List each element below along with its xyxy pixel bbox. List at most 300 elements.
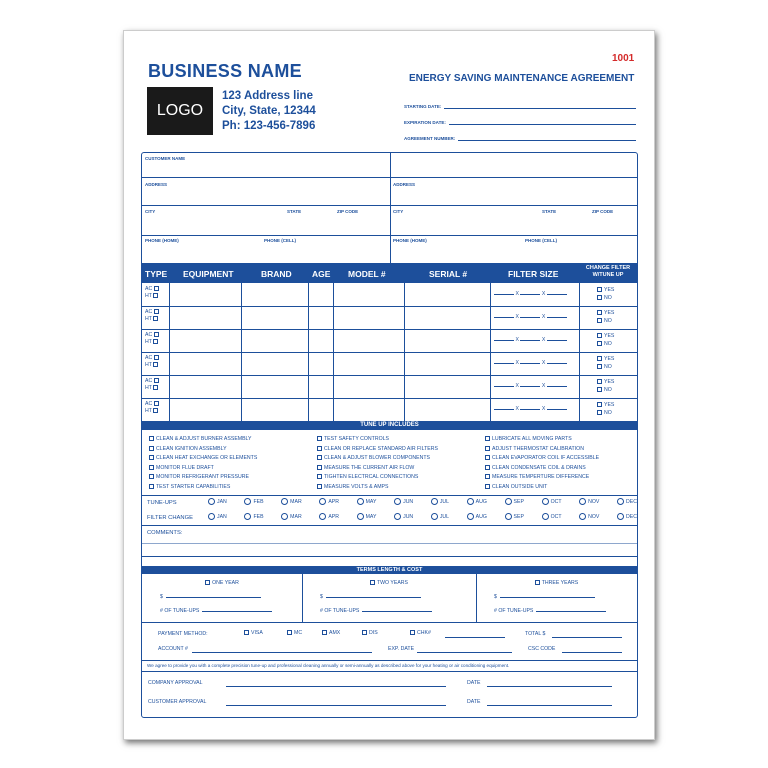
header-model: MODEL #: [348, 269, 386, 279]
agreement-fields: [404, 99, 636, 141]
type-options: [145, 309, 161, 323]
month-label: APR: [328, 498, 339, 505]
state-label: STATE: [287, 209, 302, 214]
tuneup-item-label: CLEAN IGNITION ASSEMBLY: [156, 445, 227, 452]
tuneup-item-label: CLEAN & ADJUST BURNER ASSEMBLY: [156, 436, 252, 442]
tuneup-item-label: LUBRICATE ALL MOVING PARTS: [492, 436, 572, 442]
yes-checkbox[interactable]: [597, 379, 602, 384]
term-tuneups: [320, 608, 432, 614]
customer-date-field[interactable]: [487, 705, 612, 706]
exp-date-field[interactable]: [417, 652, 512, 653]
header-age: AGE: [312, 269, 331, 279]
tuneup-checkbox[interactable]: [317, 474, 322, 479]
no-checkbox[interactable]: [597, 387, 602, 392]
term-label: THREE YEARS: [541, 580, 579, 586]
x-label: X: [541, 291, 546, 297]
city-label-2: CITY: [393, 209, 404, 214]
state-label-2: STATE: [542, 209, 557, 214]
no-label: NO: [604, 318, 612, 324]
month-option[interactable]: [431, 498, 449, 505]
tuneup-item[interactable]: [485, 445, 637, 455]
ac-checkbox[interactable]: [154, 401, 159, 406]
x-label: X: [541, 360, 546, 366]
tuneup-checkbox[interactable]: [485, 455, 490, 460]
month-radio[interactable]: [319, 513, 326, 520]
chk-option[interactable]: [410, 630, 431, 636]
no-label: NO: [604, 341, 612, 347]
ac-checkbox[interactable]: [154, 378, 159, 383]
header-brand: BRAND: [261, 269, 292, 279]
customer-section: [142, 153, 637, 263]
tuneup-item[interactable]: [149, 464, 319, 474]
month-radio[interactable]: [244, 498, 251, 505]
agreement-number-field[interactable]: [458, 140, 636, 141]
business-phone: Ph: 123-456-7896: [222, 120, 316, 132]
visa-checkbox[interactable]: [244, 630, 249, 635]
month-option[interactable]: [394, 513, 413, 520]
visa-option[interactable]: [244, 630, 263, 636]
ac-checkbox[interactable]: [154, 286, 159, 291]
tuneup-item-label: TEST STARTER CAPABILITIES: [156, 483, 231, 490]
tuneup-item-label: MEASURE THE CURRENT AIR FLOW: [324, 464, 415, 471]
term-label: TWO YEARS: [376, 580, 409, 586]
ac-checkbox[interactable]: [154, 309, 159, 314]
term-option: [142, 574, 302, 622]
tuneup-item[interactable]: [317, 445, 487, 455]
tuneup-item[interactable]: [485, 435, 637, 445]
tuneup-checkbox[interactable]: [317, 484, 322, 489]
tuneup-checkbox[interactable]: [149, 446, 154, 451]
dis-checkbox[interactable]: [362, 630, 367, 635]
term-cost-field[interactable]: [500, 597, 595, 598]
term-label: ONE YEAR: [212, 580, 239, 586]
terms-section: [142, 574, 637, 622]
type-options: [145, 286, 161, 300]
month-radio[interactable]: [357, 513, 364, 520]
tuneup-checkbox[interactable]: [485, 474, 490, 479]
header-serial: SERIAL #: [429, 269, 468, 279]
tuneup-item[interactable]: [149, 483, 319, 493]
term-option: [476, 574, 637, 622]
filter-size-field[interactable]: [494, 337, 567, 343]
customer-date-label: DATE: [467, 699, 481, 705]
yes-label: YES: [604, 287, 615, 293]
phone-cell-label: PHONE (CELL): [264, 238, 296, 243]
tuneup-item-label: MEASURE VOLTS & AMPS: [324, 483, 389, 490]
header-type: TYPE: [145, 269, 168, 279]
month-label: DEC: [626, 498, 637, 505]
equipment-row[interactable]: [142, 329, 637, 353]
tuneup-col-1: [149, 435, 319, 492]
month-label: JUL: [439, 498, 450, 505]
yes-checkbox[interactable]: [597, 333, 602, 338]
term-cost-field[interactable]: [166, 597, 261, 598]
month-label: SEP: [513, 498, 524, 505]
month-option[interactable]: [542, 513, 562, 520]
yes-label: YES: [604, 379, 615, 385]
month-option[interactable]: [617, 498, 637, 505]
ht-checkbox[interactable]: [153, 408, 158, 413]
dollar-label: $: [160, 594, 163, 600]
dis-option[interactable]: [362, 630, 378, 636]
month-option[interactable]: [542, 498, 562, 505]
tuneup-item-label: TEST SAFETY CONTROLS: [324, 436, 389, 442]
filter-size-field[interactable]: [494, 383, 567, 389]
amx-checkbox[interactable]: [322, 630, 327, 635]
ht-checkbox[interactable]: [153, 362, 158, 367]
month-radio[interactable]: [431, 498, 438, 505]
month-radio[interactable]: [208, 513, 215, 520]
tuneup-months: [208, 498, 637, 505]
agreement-text: We agree to provide you with a complete precision tune-up and professional cleaning annually or semi-annually as described above for your heating or air conditioning equipment.: [147, 663, 510, 668]
filter-change-months: [208, 513, 637, 520]
starting-date-label: STARTING DATE:: [404, 104, 442, 109]
tuneup-item[interactable]: [317, 473, 487, 483]
business-address: [222, 89, 316, 134]
zip-label-2: ZIP CODE: [592, 209, 614, 214]
month-option[interactable]: [319, 513, 339, 520]
no-label: NO: [604, 387, 612, 393]
exp-date-label: EXP. DATE: [388, 646, 415, 652]
zip-label: ZIP CODE: [337, 209, 359, 214]
header-equipment: EQUIPMENT: [183, 269, 234, 279]
term-choice[interactable]: [142, 580, 302, 586]
csc-field[interactable]: [562, 652, 622, 653]
ht-label: HT: [145, 385, 152, 391]
equipment-row[interactable]: [142, 398, 637, 421]
dollar-label: $: [320, 594, 323, 600]
customer-approval-label: CUSTOMER APPROVAL: [148, 699, 207, 705]
company-approval-field[interactable]: [226, 686, 446, 687]
phone-cell-label-2: PHONE (CELL): [525, 238, 557, 243]
header-change-filter: CHANGE FILTER W/TUNE UP: [585, 265, 631, 278]
month-option[interactable]: [467, 498, 487, 505]
month-label: JAN: [217, 513, 227, 520]
change-filter-options: [597, 401, 614, 417]
customer-approval-field[interactable]: [226, 705, 446, 706]
month-radio[interactable]: [244, 513, 251, 520]
no-checkbox[interactable]: [597, 295, 602, 300]
ac-label: AC: [145, 332, 153, 338]
address-label-2: ADDRESS: [393, 182, 416, 187]
month-label: OCT: [550, 513, 562, 520]
chk-checkbox[interactable]: [410, 630, 415, 635]
logo: LOGO: [147, 87, 213, 135]
tuneup-item[interactable]: [317, 464, 487, 474]
month-radio[interactable]: [617, 513, 624, 520]
type-options: [145, 378, 161, 392]
month-option[interactable]: [394, 498, 413, 505]
month-radio[interactable]: [208, 498, 215, 505]
tuneup-item[interactable]: [317, 483, 487, 493]
x-label: X: [515, 406, 519, 412]
month-label: OCT: [550, 498, 562, 505]
month-option[interactable]: [357, 513, 377, 520]
tuneup-checkbox[interactable]: [317, 455, 322, 460]
tuneup-item[interactable]: [149, 454, 319, 464]
month-label: MAR: [290, 513, 302, 520]
tuneup-item[interactable]: [485, 464, 637, 474]
month-radio[interactable]: [579, 513, 586, 520]
month-option[interactable]: [244, 498, 263, 505]
num-tuneups-label: # OF TUNE-UPS: [320, 608, 360, 614]
month-radio[interactable]: [617, 498, 624, 505]
tuneup-item-label: CLEAN CONDENSATE COIL & DRAINS: [492, 464, 586, 471]
chk-number-field[interactable]: [445, 637, 505, 638]
term-checkbox[interactable]: [370, 580, 375, 585]
ac-label: AC: [145, 286, 153, 292]
ac-checkbox[interactable]: [154, 332, 159, 337]
month-option[interactable]: [281, 498, 302, 505]
ht-label: HT: [145, 316, 152, 322]
term-choice[interactable]: [476, 580, 637, 586]
month-option[interactable]: [431, 513, 449, 520]
ht-label: HT: [145, 408, 152, 414]
total-field[interactable]: [552, 637, 622, 638]
month-radio[interactable]: [542, 513, 549, 520]
month-option[interactable]: [208, 513, 227, 520]
form-sheet: [123, 30, 655, 740]
equipment-row[interactable]: [142, 306, 637, 330]
account-label: ACCOUNT #: [158, 646, 188, 652]
month-radio[interactable]: [467, 498, 474, 505]
tuneup-checkbox[interactable]: [149, 474, 154, 479]
term-choice[interactable]: [302, 580, 476, 586]
ht-checkbox[interactable]: [153, 385, 158, 390]
filter-size-field[interactable]: [494, 360, 567, 366]
num-tuneups-field[interactable]: [362, 611, 432, 612]
tuneup-item[interactable]: [485, 454, 637, 464]
month-option[interactable]: [208, 498, 227, 505]
month-label: JUL: [439, 513, 450, 520]
ac-label: AC: [145, 355, 153, 361]
equipment-row[interactable]: [142, 283, 637, 307]
tuneup-checkbox[interactable]: [149, 436, 154, 441]
ht-checkbox[interactable]: [153, 293, 158, 298]
tuneup-item-label: ADJUST THERMOSTAT CALIBRATION: [492, 445, 584, 452]
payment-method-label: PAYMENT METHOD:: [158, 631, 208, 637]
month-option[interactable]: [617, 513, 637, 520]
change-filter-options: [597, 286, 614, 302]
month-radio[interactable]: [394, 513, 401, 520]
month-radio[interactable]: [319, 498, 326, 505]
terms-header: TERMS LENGTH & COST: [142, 566, 637, 574]
ht-checkbox[interactable]: [153, 339, 158, 344]
term-cost: [494, 594, 595, 600]
amx-option[interactable]: [322, 630, 340, 636]
term-option: [302, 574, 476, 622]
month-radio[interactable]: [431, 513, 438, 520]
tuneup-checkbox[interactable]: [317, 436, 322, 441]
num-tuneups-field[interactable]: [202, 611, 272, 612]
tuneup-item-label: CLEAN OR REPLACE STANDARD AIR FILTERS: [324, 445, 438, 452]
yes-label: YES: [604, 402, 615, 408]
no-checkbox[interactable]: [597, 364, 602, 369]
phone-home-label-2: PHONE (HOME): [393, 238, 427, 243]
tuneup-checkbox[interactable]: [317, 465, 322, 470]
month-label: MAY: [365, 513, 377, 520]
tuneup-checkbox[interactable]: [485, 484, 490, 489]
change-filter-options: [597, 332, 614, 348]
x-label: X: [515, 383, 519, 389]
tuneup-item-label: MONITOR FLUE DRAFT: [156, 464, 214, 471]
month-option[interactable]: [467, 513, 487, 520]
type-options: [145, 355, 161, 369]
ac-label: AC: [145, 378, 153, 384]
month-option[interactable]: [357, 498, 377, 505]
starting-date-field[interactable]: [444, 108, 636, 109]
month-option[interactable]: [281, 513, 302, 520]
comments-label: COMMENTS:: [147, 530, 183, 536]
type-options: [145, 401, 161, 415]
x-label: X: [541, 337, 546, 343]
filter-size-field[interactable]: [494, 291, 567, 297]
month-option[interactable]: [579, 513, 599, 520]
tuneup-item-label: CLEAN EVAPORATOR COIL IF ACCESSIBLE: [492, 455, 600, 461]
month-label: SEP: [513, 513, 524, 520]
month-label: AUG: [475, 513, 487, 520]
tuneup-item[interactable]: [485, 483, 637, 493]
month-option[interactable]: [505, 513, 524, 520]
tuneup-item[interactable]: [485, 473, 637, 483]
tuneup-item[interactable]: [149, 473, 319, 483]
x-label: X: [541, 314, 546, 320]
address-line: 123 Address line: [222, 90, 313, 102]
month-radio[interactable]: [357, 498, 364, 505]
filter-size-field[interactable]: [494, 314, 567, 320]
tuneup-checkbox[interactable]: [485, 436, 490, 441]
account-field[interactable]: [192, 652, 372, 653]
term-cost-field[interactable]: [326, 597, 421, 598]
filter-size-field[interactable]: [494, 406, 567, 412]
customer-name-label: CUSTOMER NAME: [145, 156, 186, 161]
tuneup-item[interactable]: [317, 454, 487, 464]
csc-label: CSC CODE: [528, 646, 556, 652]
month-radio[interactable]: [467, 513, 474, 520]
yes-checkbox[interactable]: [597, 310, 602, 315]
month-radio[interactable]: [542, 498, 549, 505]
month-radio[interactable]: [505, 498, 512, 505]
type-options: [145, 332, 161, 346]
no-checkbox[interactable]: [597, 410, 602, 415]
ac-label: AC: [145, 309, 153, 315]
agreement-title: ENERGY SAVING MAINTENANCE AGREEMENT: [409, 73, 635, 84]
term-cost: [160, 594, 261, 600]
no-checkbox[interactable]: [597, 341, 602, 346]
tuneup-checkbox[interactable]: [149, 484, 154, 489]
num-tuneups-label: # OF TUNE-UPS: [160, 608, 200, 614]
address-label: ADDRESS: [145, 182, 168, 187]
num-tuneups-field[interactable]: [536, 611, 606, 612]
x-label: X: [515, 360, 519, 366]
month-option[interactable]: [579, 498, 599, 505]
month-radio[interactable]: [394, 498, 401, 505]
month-radio[interactable]: [505, 513, 512, 520]
yes-checkbox[interactable]: [597, 402, 602, 407]
month-radio[interactable]: [579, 498, 586, 505]
ht-label: HT: [145, 362, 152, 368]
ac-checkbox[interactable]: [154, 355, 159, 360]
no-checkbox[interactable]: [597, 318, 602, 323]
phone-home-label: PHONE (HOME): [145, 238, 179, 243]
tuneup-item[interactable]: [149, 445, 319, 455]
x-label: X: [515, 337, 519, 343]
month-option[interactable]: [505, 498, 524, 505]
mc-label: MC: [294, 630, 303, 636]
month-radio[interactable]: [281, 513, 288, 520]
yes-checkbox[interactable]: [597, 287, 602, 292]
yes-label: YES: [604, 333, 615, 339]
tuneup-checkbox[interactable]: [317, 446, 322, 451]
month-radio[interactable]: [281, 498, 288, 505]
month-option[interactable]: [244, 513, 263, 520]
month-label: FEB: [253, 513, 264, 520]
month-label: JAN: [217, 498, 227, 505]
equipment-row[interactable]: [142, 375, 637, 399]
x-label: X: [515, 291, 519, 297]
tuneup-checkbox[interactable]: [485, 465, 490, 470]
term-cost: [320, 594, 421, 600]
equipment-row[interactable]: [142, 352, 637, 376]
tuneup-checkbox[interactable]: [149, 465, 154, 470]
month-label: JUN: [403, 498, 414, 505]
month-label: MAY: [365, 498, 377, 505]
agreement-number-label: AGREEMENT NUMBER:: [404, 136, 456, 141]
change-filter-options: [597, 378, 614, 394]
month-option[interactable]: [319, 498, 339, 505]
payment-row: [158, 631, 208, 637]
dollar-label: $: [494, 594, 497, 600]
header-filter-size: FILTER SIZE: [508, 269, 559, 279]
tuneup-item-label: CLEAN & ADJUST BLOWER COMPONENTS: [324, 455, 430, 461]
chk-label: CHK#: [417, 630, 431, 636]
month-label: AUG: [475, 498, 487, 505]
ac-label: AC: [145, 401, 153, 407]
change-filter-options: [597, 355, 614, 371]
dis-label: DIS: [369, 630, 378, 636]
no-label: NO: [604, 364, 612, 370]
tuneup-item[interactable]: [149, 435, 319, 445]
tuneup-checkbox[interactable]: [485, 446, 490, 451]
company-date-field[interactable]: [487, 686, 612, 687]
term-checkbox[interactable]: [535, 580, 540, 585]
term-tuneups: [494, 608, 606, 614]
x-label: X: [515, 314, 519, 320]
mc-checkbox[interactable]: [287, 630, 292, 635]
no-label: NO: [604, 295, 612, 301]
expiration-date-label: EXPIRATION DATE:: [404, 120, 446, 125]
company-approval-label: COMPANY APPROVAL: [148, 680, 203, 686]
month-label: NOV: [588, 498, 600, 505]
month-label: DEC: [626, 513, 637, 520]
city-label: CITY: [145, 209, 156, 214]
mc-option[interactable]: [287, 630, 302, 636]
yes-label: YES: [604, 310, 615, 316]
tuneup-item[interactable]: [317, 435, 487, 445]
filter-change-label: FILTER CHANGE: [147, 515, 193, 521]
ht-checkbox[interactable]: [153, 316, 158, 321]
tuneup-checkbox[interactable]: [149, 455, 154, 460]
equipment-rows: [142, 283, 637, 421]
term-checkbox[interactable]: [205, 580, 210, 585]
expiration-date-field[interactable]: [449, 124, 636, 125]
month-label: MAR: [290, 498, 302, 505]
x-label: X: [541, 406, 546, 412]
tuneup-item-label: MEASURE TEMPERTURE DIFFERENCE: [492, 474, 590, 480]
yes-checkbox[interactable]: [597, 356, 602, 361]
tuneup-col-2: [317, 435, 487, 492]
amx-label: AMX: [329, 630, 341, 636]
